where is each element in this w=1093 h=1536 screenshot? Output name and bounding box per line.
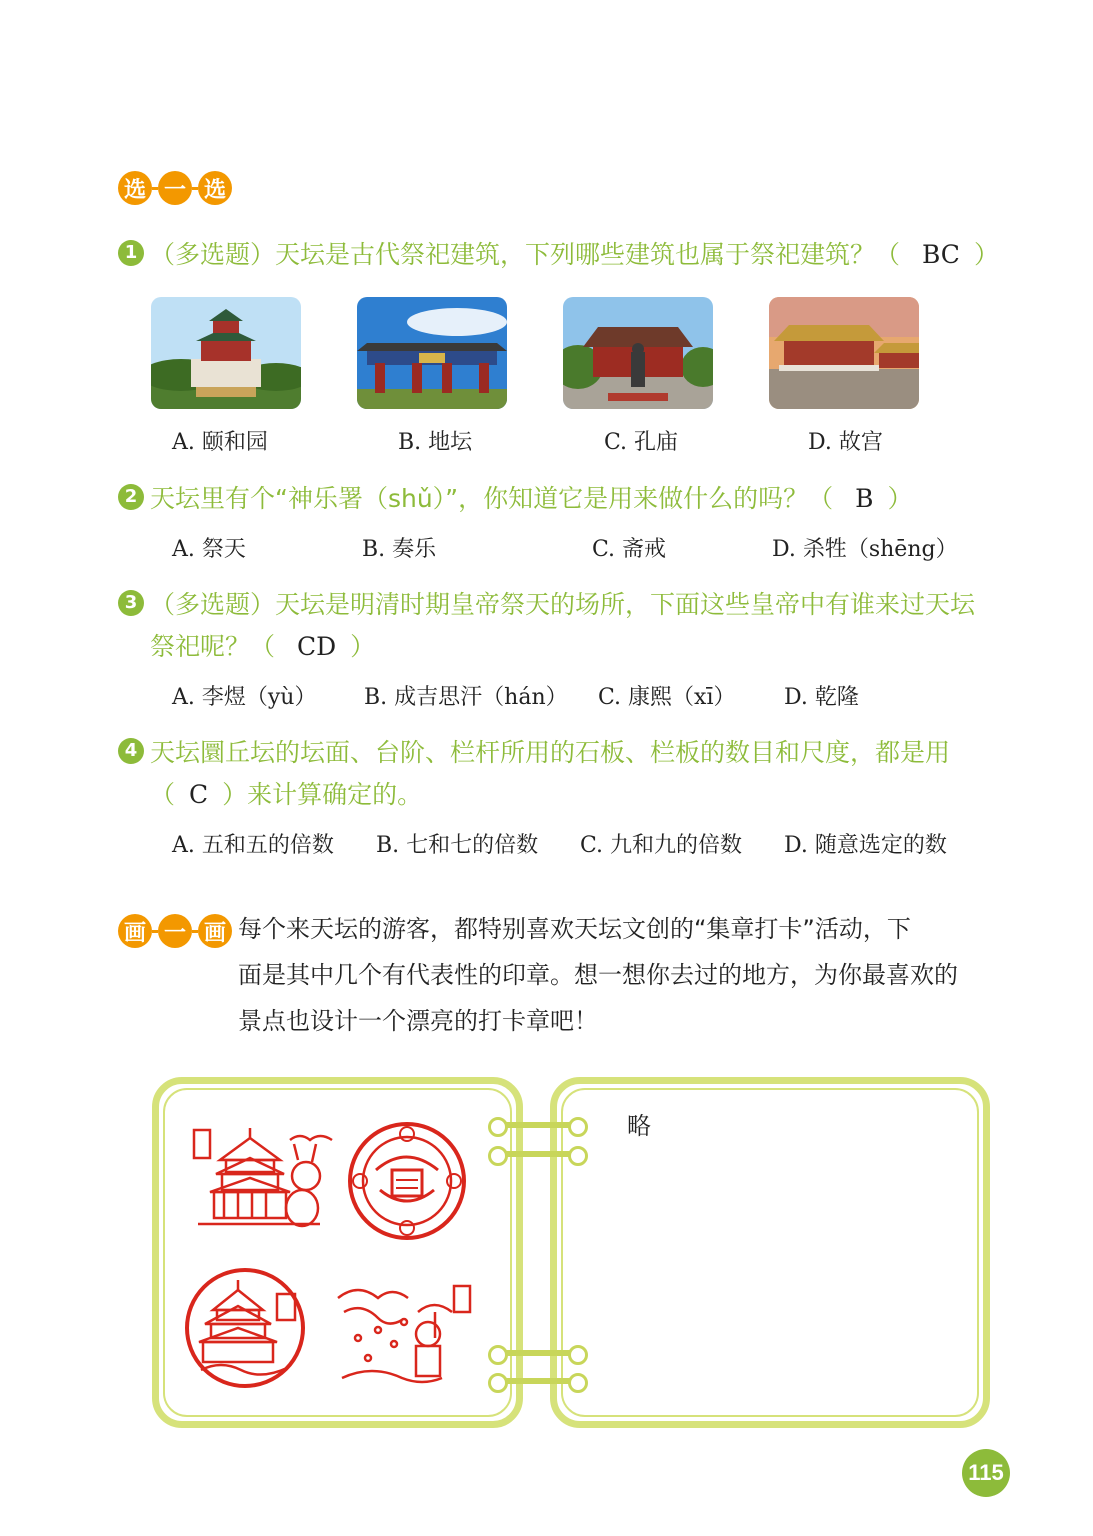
q1-option-d: D. 故宫 xyxy=(808,430,883,455)
ring-dot xyxy=(488,1117,508,1137)
q1-option-c: C. 孔庙 xyxy=(604,430,679,455)
panel-inner xyxy=(561,1088,979,1417)
question-close: ） xyxy=(350,632,376,661)
q1-option-a: A. 颐和园 xyxy=(172,430,268,455)
badge-char: 画 xyxy=(118,914,152,948)
q3-option-b: B. 成吉思汗（hán） xyxy=(364,685,568,710)
page-number: 115 xyxy=(962,1449,1010,1497)
photo-confucius-temple xyxy=(563,297,713,409)
q4-option-a: A. 五和五的倍数 xyxy=(172,833,334,858)
question-3 xyxy=(118,584,975,626)
question-number: 4 xyxy=(118,738,144,764)
question-text: 祭祀呢？（ xyxy=(150,632,276,661)
question-2 xyxy=(118,478,912,520)
section-badge-choose xyxy=(118,170,232,206)
draw-line: 每个来天坛的游客，都特别喜欢天坛文创的“集章打卡”活动，下 xyxy=(238,915,911,943)
photo-temple-of-earth xyxy=(357,297,507,409)
question-open: （ xyxy=(150,780,176,809)
q2-option-b: B. 奏乐 xyxy=(362,537,437,562)
question-3-line2 xyxy=(150,626,375,668)
answer-text: CD xyxy=(296,632,337,661)
answer-text: B xyxy=(855,484,874,513)
question-text: 天坛圜丘坛的坛面、台阶、栏杆所用的石板、栏板的数目和尺度，都是用 xyxy=(150,738,951,767)
answer-text: C xyxy=(189,780,209,809)
draw-line: 景点也设计一个漂亮的打卡章吧！ xyxy=(238,1007,598,1035)
photo-summer-palace xyxy=(151,297,301,409)
badge-char: 选 xyxy=(118,171,152,205)
q1-option-b: B. 地坛 xyxy=(398,430,473,455)
answer-text: BC xyxy=(921,240,960,269)
q2-option-a: A. 祭天 xyxy=(172,537,246,562)
design-panel xyxy=(550,1077,990,1428)
question-1 xyxy=(118,234,999,276)
question-text: 天坛里有个“神乐署（shǔ）”，你知道它是用来做什么的吗？（ xyxy=(150,484,834,513)
q3-option-d: D. 乾隆 xyxy=(784,685,859,710)
question-text: ）来计算确定的。 xyxy=(222,780,423,809)
q4-option-c: C. 九和九的倍数 xyxy=(580,833,743,858)
ring-dot xyxy=(488,1146,508,1166)
question-text: （多选题）天坛是古代祭祀建筑，下列哪些建筑也属于祭祀建筑？（ xyxy=(150,240,901,269)
question-4-line2 xyxy=(150,774,422,816)
question-text: （多选题）天坛是明清时期皇帝祭天的场所，下面这些皇帝中有谁来过天坛 xyxy=(150,590,976,619)
q3-option-c: C. 康熙（xī） xyxy=(598,685,736,710)
ring-dot xyxy=(568,1146,588,1166)
stamp-temple-circle xyxy=(183,1266,308,1391)
section-badge-draw xyxy=(118,913,232,949)
question-close: ） xyxy=(973,240,999,269)
q2-option-c: C. 斋戒 xyxy=(592,537,667,562)
ring-dot xyxy=(488,1345,508,1365)
badge-char: 选 xyxy=(198,171,232,205)
ring-dot xyxy=(488,1373,508,1393)
ring-dot xyxy=(568,1117,588,1137)
q4-option-d: D. 随意选定的数 xyxy=(784,833,947,858)
stamp-temple-rabbit xyxy=(190,1120,335,1232)
badge-char: 一 xyxy=(158,914,192,948)
question-number: 1 xyxy=(118,240,144,266)
badge-char: 画 xyxy=(198,914,232,948)
ring-dot xyxy=(568,1373,588,1393)
stamp-rain-scene xyxy=(334,1278,474,1390)
photo-forbidden-city xyxy=(769,297,919,409)
question-number: 2 xyxy=(118,484,144,510)
q2-option-d: D. 杀牲（shēng） xyxy=(772,537,958,562)
stamp-round-seal xyxy=(346,1120,468,1242)
answer-omitted: 略 xyxy=(627,1112,651,1140)
draw-instructions xyxy=(238,906,990,1044)
draw-line: 面是其中几个有代表性的印章。想一想你去过的地方，为你最喜欢的 xyxy=(238,961,958,989)
q4-option-b: B. 七和七的倍数 xyxy=(376,833,539,858)
badge-char: 一 xyxy=(158,171,192,205)
question-4 xyxy=(118,732,950,774)
question-close: ） xyxy=(887,484,913,513)
ring-dot xyxy=(568,1345,588,1365)
question-number: 3 xyxy=(118,590,144,616)
q3-option-a: A. 李煜（yù） xyxy=(172,685,317,710)
